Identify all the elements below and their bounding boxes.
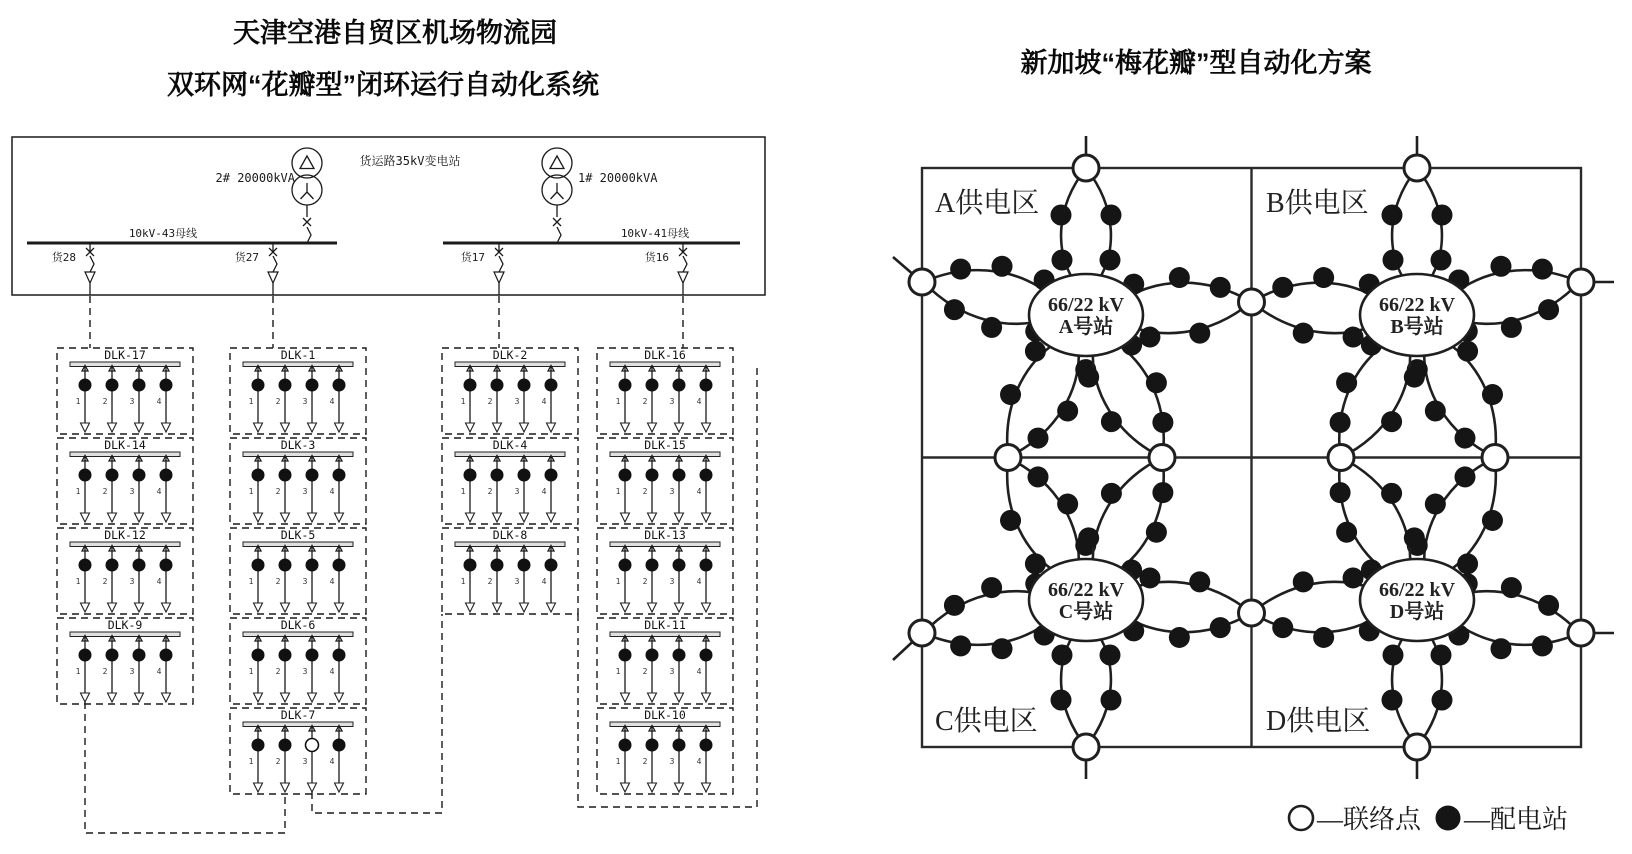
tie-point (909, 269, 935, 295)
tie-point (1568, 620, 1594, 646)
feeder-label: 货17 (460, 251, 485, 264)
legend-tie-point-icon (1289, 806, 1313, 830)
tie-point (1328, 445, 1354, 471)
dlk-label: DLK-5 (280, 528, 316, 542)
tie-point (909, 620, 935, 646)
legend-distribution-station-icon (1436, 806, 1461, 831)
station-name: C号站 (1058, 601, 1114, 623)
feeder-bay-17 (494, 243, 504, 295)
right-diagram (893, 47, 1614, 834)
transformer-1 (542, 148, 572, 243)
legend (1289, 805, 1568, 834)
station-voltage: 66/22 kV (1378, 294, 1456, 316)
station-name: B号站 (1390, 316, 1444, 338)
station-voltage: 66/22 kV (1047, 579, 1125, 601)
station-voltage: 66/22 kV (1378, 579, 1456, 601)
dlk-label: DLK-10 (644, 708, 686, 722)
dlk-label: DLK-3 (280, 438, 316, 452)
quadrant-label-D: D供电区 (1266, 706, 1371, 737)
dual-diagram-canvas: 3 4 天津空港自贸区机场物流园 双环网“花瓣型”闭环运行自动化系统 货运路35kV变电站 2# 20000kVA 1# 20000kVA 10kV-43母线 10kV-41母线 货28 货27 货17 货16 DLK-17 DLK-14 DLK-12 DLK-9 DLK-1 DLK-3 DLK-5 DLK-6 DLK-7 DLK-2 DLK-4 DLK-8 DLK-16 DLK-15 DLK-13 DLK-11 DLK-10 新加坡“梅花瓣”型自动化方案 66/22 kV A号站 66/22 kV B号站 66/22 kV C号站 66/22 kV D号站 A供电区 B供电区 C供电区 D供电区 —联络点 —配电站 (0, 0, 1632, 854)
station-voltage: 66/22 kV (1047, 294, 1125, 316)
dlk-label: DLK-8 (492, 528, 528, 542)
quadrant-label-A: A供电区 (935, 188, 1040, 219)
dlk-label: DLK-9 (107, 618, 143, 632)
feeder-bay-27 (268, 243, 278, 295)
dlk-label: DLK-15 (644, 438, 686, 452)
right-title: 新加坡“梅花瓣”型自动化方案 (1020, 48, 1372, 78)
dlk-label: DLK-16 (644, 348, 686, 362)
transformer-2-label: 2# 20000kVA (215, 171, 295, 185)
feeder-bay-28 (85, 243, 95, 295)
tie-point (1404, 734, 1430, 760)
left-diagram (12, 17, 765, 833)
ring-cable-route (578, 365, 757, 807)
dlk-label: DLK-14 (104, 438, 146, 452)
dlk-label: DLK-12 (104, 528, 146, 542)
quadrant-label-C: C供电区 (935, 706, 1038, 737)
feeder-label: 货28 (51, 251, 76, 264)
ring-cable-route (312, 614, 442, 813)
transformer-1-label: 1# 20000kVA (578, 171, 658, 185)
tie-point (1073, 734, 1099, 760)
dlk-label: DLK-11 (644, 618, 686, 632)
feeder-label: 货27 (234, 251, 259, 264)
tie-point (1482, 445, 1508, 471)
substation-name: 货运路35kV变电站 (359, 154, 461, 168)
dlk-label: DLK-6 (280, 618, 316, 632)
bus-left-label: 10kV-43母线 (128, 227, 198, 240)
tie-point (1239, 600, 1265, 626)
dlk-label: DLK-13 (644, 528, 686, 542)
left-title-line2: 双环网“花瓣型”闭环运行自动化系统 (167, 70, 599, 100)
left-title-line1: 天津空港自贸区机场物流园 (233, 18, 557, 48)
quadrant-label-B: B供电区 (1266, 188, 1369, 219)
dlk-label: DLK-4 (492, 438, 528, 452)
tie-point (1239, 289, 1265, 315)
bus-right-label: 10kV-41母线 (620, 227, 690, 240)
feeder-label: 货16 (644, 251, 669, 264)
feeder-bay-16 (678, 243, 688, 295)
station-name: D号站 (1389, 601, 1445, 623)
tie-point (1404, 155, 1430, 181)
station-name: A号站 (1058, 316, 1114, 338)
tie-point (1073, 155, 1099, 181)
tie-point (1568, 269, 1594, 295)
dlk-label: DLK-17 (104, 348, 146, 362)
legend-distribution-station-label: —配电站 (1464, 805, 1569, 834)
dlk-label: DLK-1 (280, 348, 316, 362)
tie-point (995, 445, 1021, 471)
dlk-label: DLK-7 (280, 708, 316, 722)
tie-point (1149, 445, 1175, 471)
legend-tie-point-label: —联络点 (1317, 805, 1422, 834)
dlk-label: DLK-2 (492, 348, 528, 362)
switch-open-dot (306, 739, 319, 752)
transformer-2 (292, 148, 322, 243)
